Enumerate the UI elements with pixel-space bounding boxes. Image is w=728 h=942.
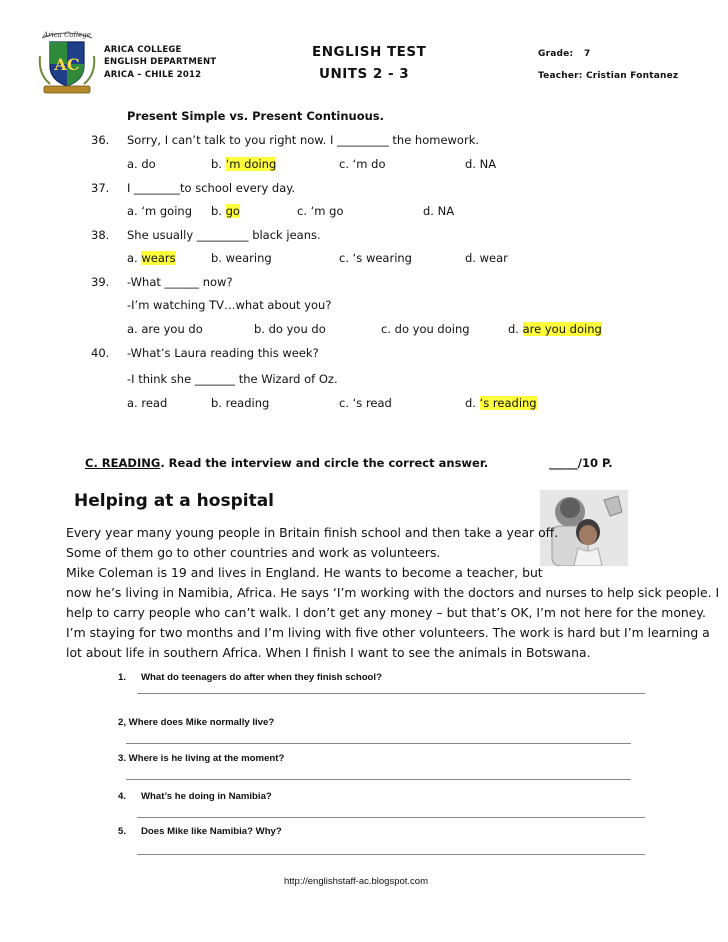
option-a[interactable] — [127, 157, 156, 171]
option-prefix: a. — [127, 396, 142, 410]
option-d[interactable] — [465, 157, 496, 171]
option-text: ‘s read — [352, 396, 392, 410]
paragraph-line-2: Some of them go to other countries and work as volunteers. — [66, 545, 441, 560]
option-text: do — [141, 157, 156, 171]
grade-label: Grade: — [538, 49, 574, 59]
option-prefix: c. — [339, 251, 353, 265]
option-a[interactable] — [127, 204, 192, 218]
option-text: reading — [225, 396, 270, 410]
option-prefix: b. — [211, 204, 226, 218]
option-prefix: a. — [127, 157, 142, 171]
grade-value: 7 — [584, 49, 591, 59]
option-b[interactable] — [211, 157, 276, 171]
option-prefix: c. — [339, 157, 353, 171]
option-d[interactable] — [465, 251, 508, 265]
option-text: are you do — [141, 322, 203, 336]
question-text: -What’s Laura reading this week? — [127, 346, 319, 360]
question-text: -What ______ now? — [127, 275, 233, 289]
footer-url[interactable]: http://englishstaff-ac.blogspot.com — [284, 876, 428, 887]
logo-letters: AC — [54, 55, 80, 74]
department-name: ENGLISH DEPARTMENT — [104, 57, 217, 67]
option-text: do you do — [268, 322, 326, 336]
option-b[interactable] — [211, 396, 269, 410]
option-prefix: a. — [127, 204, 142, 218]
reading-title: Helping at a hospital — [74, 491, 274, 511]
comprehension-question-2: 2, Where does Mike normally live? — [118, 717, 275, 728]
option-prefix: d. — [465, 396, 480, 410]
reading-instruction-text: . Read the interview and circle the correct answer. — [160, 456, 489, 470]
answer-line-2[interactable] — [126, 743, 631, 744]
question-text-line-2: -I’m watching TV…what about you? — [127, 298, 332, 312]
option-prefix: c. — [297, 204, 311, 218]
highlighted-answer: wears — [141, 251, 176, 265]
option-a[interactable] — [127, 322, 203, 336]
option-prefix: d. — [465, 157, 480, 171]
option-prefix: b. — [211, 396, 226, 410]
option-d[interactable] — [465, 396, 537, 410]
option-b[interactable] — [211, 204, 240, 218]
option-text: ‘m go — [310, 204, 344, 218]
option-prefix: b. — [211, 251, 226, 265]
question-number: 40. — [91, 346, 110, 360]
option-prefix: a. — [127, 322, 142, 336]
college-logo — [36, 28, 98, 96]
option-c[interactable] — [339, 251, 412, 265]
comprehension-number-5: 5. — [118, 826, 127, 837]
option-text: do you doing — [394, 322, 470, 336]
option-d[interactable] — [423, 204, 454, 218]
option-text: wearing — [225, 251, 272, 265]
reading-section-label: C. READING — [85, 456, 161, 470]
paragraph-line-6: I’m staying for two months and I’m living with five other volunteers. The work is hard but I’m learning a — [66, 625, 710, 640]
option-c[interactable] — [297, 204, 344, 218]
comprehension-number-1: 1. — [118, 672, 127, 683]
option-text: ‘m going — [141, 204, 192, 218]
teacher-name: Teacher: Cristian Fontanez — [538, 71, 679, 81]
paragraph-line-5: help to carry people who can’t walk. I don’t get any money – but that’s OK, I’m not here for the money. — [66, 605, 706, 620]
question-number: 37. — [91, 181, 110, 195]
answer-line-3[interactable] — [126, 779, 631, 780]
option-text: wear — [479, 251, 508, 265]
option-text: NA — [437, 204, 455, 218]
paragraph-line-1: Every year many young people in Britain finish school and then take a year off. — [66, 525, 559, 540]
answer-line-1[interactable] — [137, 693, 645, 694]
question-number: 36. — [91, 133, 110, 147]
highlighted-answer: go — [225, 204, 240, 218]
question-text: She usually _________ black jeans. — [127, 228, 321, 242]
option-c[interactable] — [339, 396, 392, 410]
question-text: I ________to school every day. — [127, 181, 296, 195]
option-prefix: d. — [465, 251, 480, 265]
college-name: ARICA COLLEGE — [104, 45, 182, 55]
option-prefix: c. — [381, 322, 395, 336]
highlighted-answer: ‘m doing — [225, 157, 277, 171]
answer-line-5[interactable] — [137, 854, 645, 855]
paragraph-line-7: lot about life in southern Africa. When I finish I want to see the animals in Botswana. — [66, 645, 591, 660]
grammar-heading: Present Simple vs. Present Continuous. — [127, 109, 385, 123]
option-text: NA — [479, 157, 497, 171]
option-text: ‘s wearing — [352, 251, 412, 265]
college-location: ARICA – CHILE 2012 — [104, 70, 202, 80]
question-text-line-2: -I think she _______ the Wizard of Oz. — [127, 372, 338, 386]
paragraph-line-4: now he’s living in Namibia, Africa. He says ‘I’m working with the doctors and nurses to help sick people. I — [66, 585, 720, 600]
option-a[interactable] — [127, 396, 167, 410]
reading-score: _____/10 P. — [549, 456, 613, 470]
comprehension-question-4: What’s he doing in Namibia? — [141, 791, 272, 802]
option-b[interactable] — [211, 251, 272, 265]
comprehension-number-4: 4. — [118, 791, 127, 802]
question-number: 38. — [91, 228, 110, 242]
option-d[interactable] — [508, 322, 602, 336]
option-prefix: b. — [254, 322, 269, 336]
test-title: ENGLISH TEST — [312, 44, 427, 60]
comprehension-question-3: 3. Where is he living at the moment? — [118, 753, 285, 764]
option-prefix: a. — [127, 251, 142, 265]
reading-instruction — [85, 456, 488, 470]
option-text: read — [141, 396, 168, 410]
option-b[interactable] — [254, 322, 326, 336]
option-c[interactable] — [381, 322, 470, 336]
option-prefix: c. — [339, 396, 353, 410]
answer-line-4[interactable] — [137, 817, 645, 818]
test-units: UNITS 2 - 3 — [319, 66, 410, 82]
option-a[interactable] — [127, 251, 176, 265]
paragraph-line-3: Mike Coleman is 19 and lives in England. He wants to become a teacher, but — [66, 565, 543, 580]
option-c[interactable] — [339, 157, 386, 171]
comprehension-question-5: Does Mike like Namibia? Why? — [141, 826, 282, 837]
highlighted-answer: ‘s reading — [479, 396, 537, 410]
option-text: ‘m do — [352, 157, 386, 171]
question-text: Sorry, I can’t talk to you right now. I _________ the homework. — [127, 133, 480, 147]
option-prefix: b. — [211, 157, 226, 171]
highlighted-answer: are you doing — [522, 322, 602, 336]
option-prefix: d. — [508, 322, 523, 336]
comprehension-question-1: What do teenagers do after when they finish school? — [141, 672, 382, 683]
logo-script-text: Arica College — [43, 31, 91, 39]
option-prefix: d. — [423, 204, 438, 218]
question-number: 39. — [91, 275, 110, 289]
